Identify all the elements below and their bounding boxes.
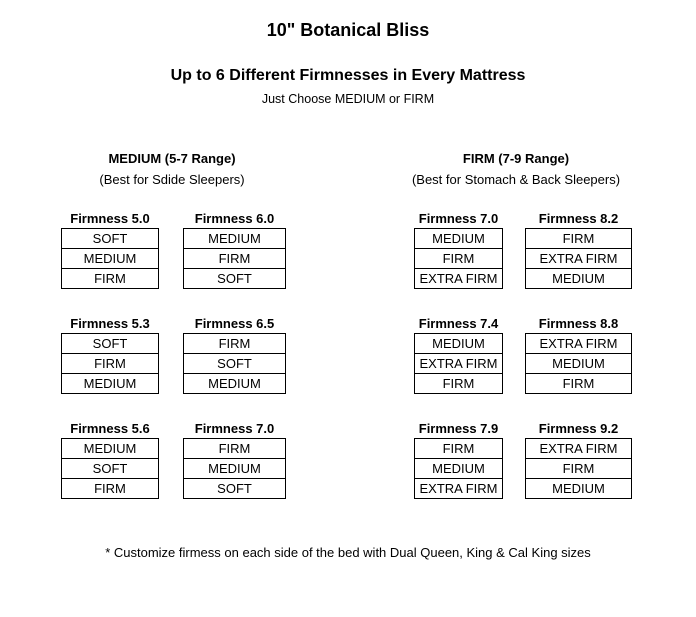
layer-table [525,333,632,394]
firmness-group [414,315,503,394]
layer-table [183,333,286,394]
firmness-label: Firmness 7.0 [194,421,275,436]
firmness-label: Firmness 7.0 [418,211,499,226]
firmness-group [414,210,503,289]
layer-cell: FIRM [184,249,286,269]
layer-table [61,438,159,499]
firmness-label: Firmness 5.0 [70,211,150,226]
layer-table [61,228,159,289]
layer-cell: MEDIUM [184,374,286,394]
layer-cell: FIRM [526,374,632,394]
layer-table [525,228,632,289]
layer-cell: EXTRA FIRM [526,249,632,269]
layer-cell: SOFT [62,459,159,479]
layer-table [414,333,503,394]
layer-cell: EXTRA FIRM [526,334,632,354]
firmness-label: Firmness 6.0 [194,211,275,226]
firmness-label: Firmness 7.4 [418,316,499,331]
firmness-label: Firmness 5.6 [70,421,150,436]
firmness-label: Firmness 9.2 [538,421,619,436]
layer-table [525,438,632,499]
layer-cell: MEDIUM [415,334,503,354]
layer-cell: MEDIUM [184,459,286,479]
layer-table [183,228,286,289]
layer-cell: FIRM [62,479,159,499]
layer-cell: FIRM [526,459,632,479]
layer-cell: EXTRA FIRM [415,354,503,374]
layer-cell: MEDIUM [526,354,632,374]
layer-cell: FIRM [415,249,503,269]
firmness-group [183,420,286,499]
firmness-label: Firmness 8.8 [538,316,619,331]
layer-cell: MEDIUM [415,459,503,479]
layer-table [414,228,503,289]
layer-cell: EXTRA FIRM [526,439,632,459]
medium-range-heading: MEDIUM (5-7 Range) [108,151,236,166]
tagline: Just Choose MEDIUM or FIRM [261,92,435,106]
firmness-label: Firmness 6.5 [194,316,275,331]
layer-cell: MEDIUM [415,229,503,249]
layer-cell: SOFT [62,334,159,354]
layer-cell: MEDIUM [62,439,159,459]
layer-table [414,438,503,499]
layer-table [183,438,286,499]
layer-cell: FIRM [184,439,286,459]
firmness-label: Firmness 7.9 [418,421,499,436]
firmness-group [61,420,159,499]
firmness-group [183,315,286,394]
footnote: * Customize firmess on each side of the bed with Dual Queen, King & Cal King sizes [105,545,591,560]
layer-cell: MEDIUM [62,249,159,269]
layer-cell: SOFT [184,269,286,289]
layer-cell: MEDIUM [184,229,286,249]
layer-cell: FIRM [415,374,503,394]
firmness-group [525,315,632,394]
medium-range-note: (Best for Sdide Sleepers) [99,172,245,187]
firmness-group [525,420,632,499]
firm-range-heading: FIRM (7-9 Range) [462,151,570,166]
layer-cell: FIRM [526,229,632,249]
page-subtitle: Up to 6 Different Firmnesses in Every Mattress [170,67,526,84]
layer-table [61,333,159,394]
layer-cell: EXTRA FIRM [415,269,503,289]
layer-cell: MEDIUM [62,374,159,394]
layer-cell: MEDIUM [526,269,632,289]
layer-cell: FIRM [62,354,159,374]
firmness-label: Firmness 8.2 [538,211,619,226]
layer-cell: EXTRA FIRM [415,479,503,499]
firm-range-note: (Best for Stomach & Back Sleepers) [411,172,621,187]
firmness-group [525,210,632,289]
page-title: 10" Botanical Bliss [266,20,430,40]
firmness-group [61,210,159,289]
layer-cell: FIRM [184,334,286,354]
layer-cell: SOFT [184,354,286,374]
layer-cell: SOFT [62,229,159,249]
layer-cell: FIRM [62,269,159,289]
firmness-group [414,420,503,499]
firmness-label: Firmness 5.3 [70,316,150,331]
layer-cell: SOFT [184,479,286,499]
layer-cell: FIRM [415,439,503,459]
firmness-group [183,210,286,289]
firmness-group [61,315,159,394]
layer-cell: MEDIUM [526,479,632,499]
